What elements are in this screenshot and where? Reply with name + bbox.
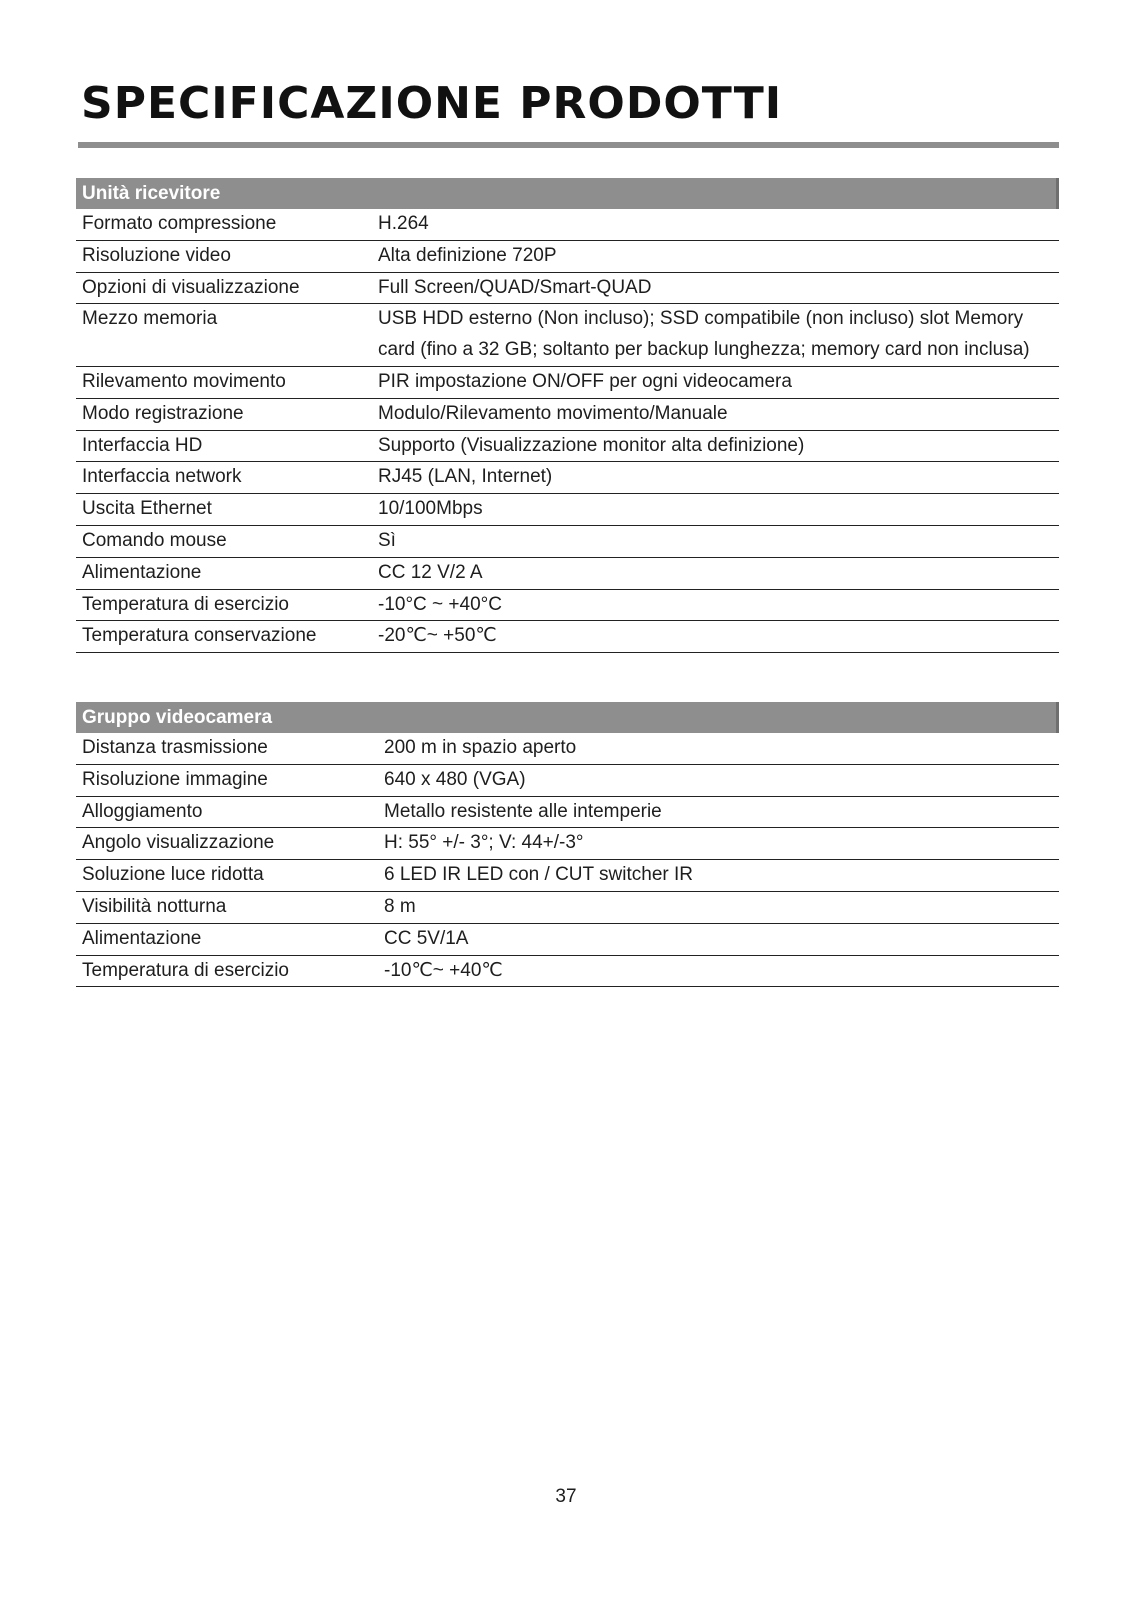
spec-value: Alta definizione 720P (376, 240, 1059, 272)
table-row (76, 240, 1059, 272)
spec-label: Interfaccia HD (76, 430, 376, 462)
spec-label: Temperatura di esercizio (76, 955, 382, 987)
table-row (76, 430, 1059, 462)
table-row (76, 891, 1059, 923)
spec-label: Temperatura di esercizio (76, 589, 376, 621)
page-number: 37 (555, 1486, 577, 1507)
spec-label: Mezzo memoria (76, 304, 376, 367)
spec-value: H.264 (376, 209, 1059, 240)
spec-label: Uscita Ethernet (76, 494, 376, 526)
spec-label: Alimentazione (76, 557, 376, 589)
table-row (76, 796, 1059, 828)
spec-label: Rilevamento movimento (76, 366, 376, 398)
spec-value: RJ45 (LAN, Internet) (376, 462, 1059, 494)
spec-value: Modulo/Rilevamento movimento/Manuale (376, 398, 1059, 430)
table-row (76, 828, 1059, 860)
spec-label: Opzioni di visualizzazione (76, 272, 376, 304)
table-row (76, 366, 1059, 398)
spec-value: Sì (376, 525, 1059, 557)
table-row (76, 525, 1059, 557)
table-row (76, 764, 1059, 796)
spec-label: Alloggiamento (76, 796, 382, 828)
table-row (76, 860, 1059, 892)
spec-value: H: 55° +/- 3°; V: 44+/-3° (382, 828, 1059, 860)
table-row (76, 272, 1059, 304)
section-header: Gruppo videocamera (76, 702, 1059, 733)
table-row (76, 462, 1059, 494)
spec-value: PIR impostazione ON/OFF per ogni videocamera (376, 366, 1059, 398)
spec-value: 200 m in spazio aperto (382, 733, 1059, 764)
table-row (76, 494, 1059, 526)
spec-label: Formato compressione (76, 209, 376, 240)
page-title: SPECIFICAZIONE PRODOTTI (81, 78, 783, 129)
spec-value: CC 12 V/2 A (376, 557, 1059, 589)
spec-label: Risoluzione immagine (76, 764, 382, 796)
spec-label: Distanza trasmissione (76, 733, 382, 764)
spec-value: 6 LED IR LED con / CUT switcher IR (382, 860, 1059, 892)
spec-value: -20℃~ +50℃ (376, 621, 1059, 653)
spec-value: CC 5V/1A (382, 923, 1059, 955)
camera-spec-section (76, 702, 1059, 987)
table-row (76, 557, 1059, 589)
spec-value: -10°C ~ +40°C (376, 589, 1059, 621)
spec-label: Comando mouse (76, 525, 376, 557)
table-row (76, 398, 1059, 430)
spec-value: USB HDD esterno (Non incluso); SSD compatibile (non incluso) slot Memory card (fino a 32 GB; soltanto per backup lunghezza; memory card non inclusa) (376, 304, 1059, 367)
spec-value: 640 x 480 (VGA) (382, 764, 1059, 796)
title-rule (78, 142, 1059, 148)
table-row (76, 304, 1059, 367)
receiver-spec-table (76, 209, 1059, 653)
section-header: Unità ricevitore (76, 178, 1059, 209)
spec-label: Modo registrazione (76, 398, 376, 430)
spec-value: -10℃~ +40℃ (382, 955, 1059, 987)
spec-label: Interfaccia network (76, 462, 376, 494)
spec-value: Full Screen/QUAD/Smart-QUAD (376, 272, 1059, 304)
spec-label: Soluzione luce ridotta (76, 860, 382, 892)
table-row (76, 589, 1059, 621)
camera-spec-table (76, 733, 1059, 987)
spec-value: 8 m (382, 891, 1059, 923)
spec-label: Angolo visualizzazione (76, 828, 382, 860)
spec-value: Metallo resistente alle intemperie (382, 796, 1059, 828)
table-row (76, 923, 1059, 955)
spec-label: Visibilità notturna (76, 891, 382, 923)
spec-value: 10/100Mbps (376, 494, 1059, 526)
spec-label: Risoluzione video (76, 240, 376, 272)
spec-value: Supporto (Visualizzazione monitor alta definizione) (376, 430, 1059, 462)
table-row (76, 955, 1059, 987)
spec-label: Alimentazione (76, 923, 382, 955)
table-row (76, 733, 1059, 764)
spec-label: Temperatura conservazione (76, 621, 376, 653)
table-row (76, 209, 1059, 240)
receiver-spec-section (76, 178, 1059, 653)
table-row (76, 621, 1059, 653)
